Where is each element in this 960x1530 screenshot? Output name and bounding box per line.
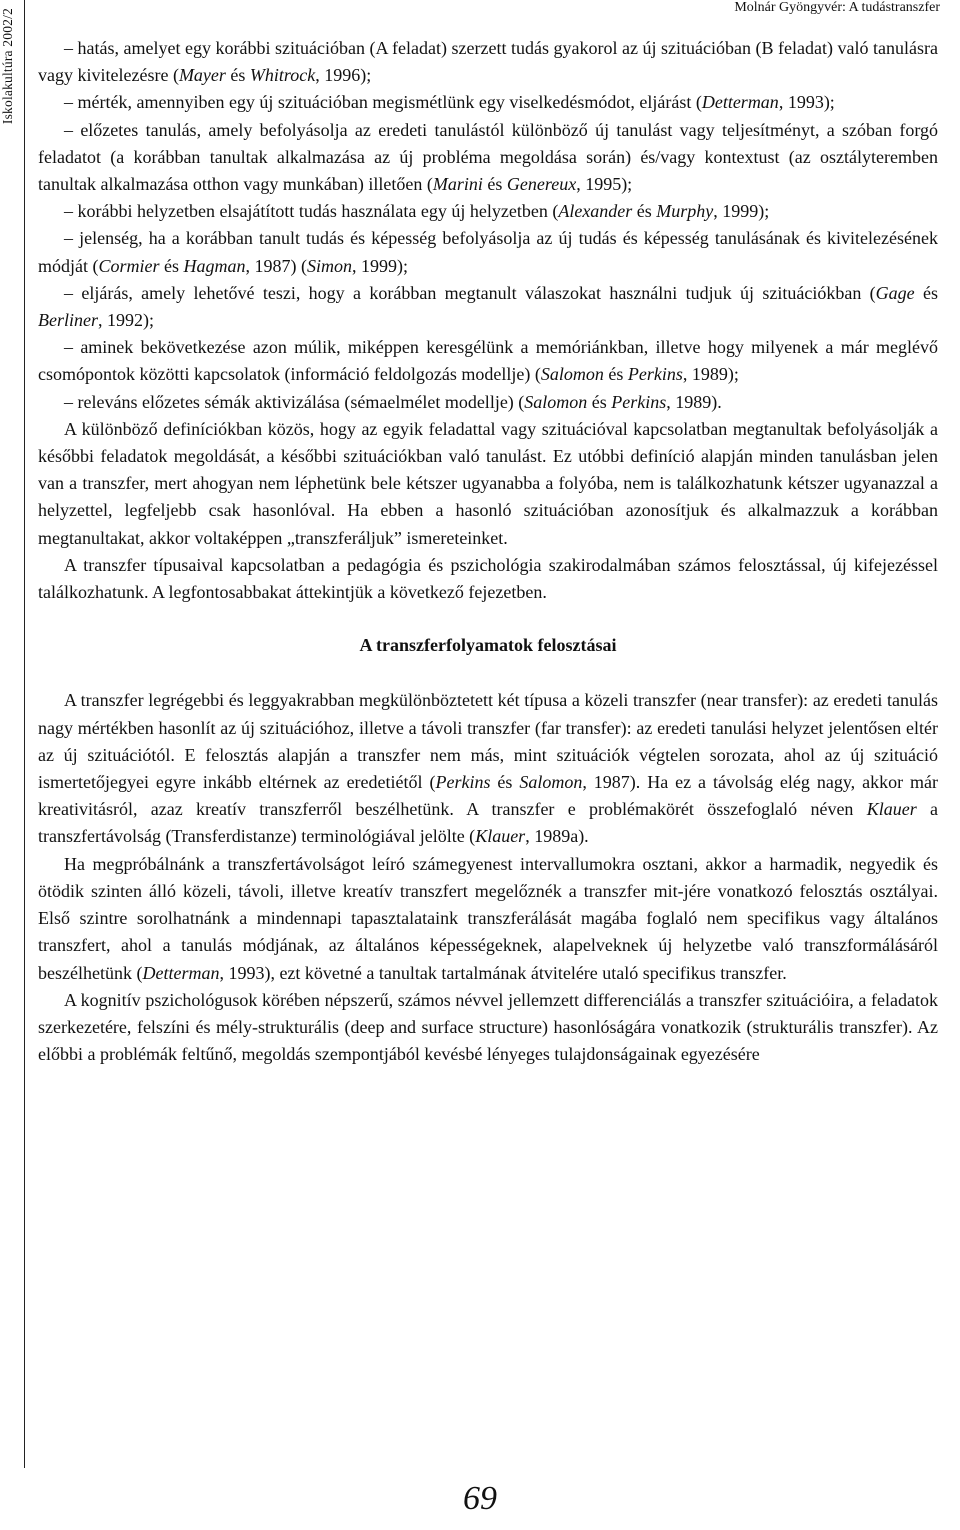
side-rule [24, 0, 25, 1468]
article-body [38, 35, 938, 1068]
list-item: – aminek bekövetkezése azon múlik, miképpen keresgélünk a memóriánkban, illetve hogy milyenek a már meglévő csomópontok közötti kapcsolatok (információ feldolgozás modellje) (Salomon és Perkins, 1989); [38, 334, 938, 388]
paragraph: A transzfer típusaival kapcsolatban a pedagógia és pszichológia szakirodalmában számos felosztással, új kifejezéssel találkozhatunk. A legfontosabbakat áttekintjük a következő fejezetben. [38, 554, 938, 603]
paragraph: Ha megpróbálnánk a transzfertávolságot leíró számegyenest intervallumokra osztani, akkor a harmadik, negyedik és ötödik szinten álló közeli, távoli, illetve kreatív transzfert megelőznék a transzfer mit-jére vonatkozó felosztás osztályai. Első szintre sorolhatnánk a mindennapi tapasztalataink transzferálását magába foglaló nem specifikus vagy általános transzfert, ahol a tanulás módjának, az általános képességeknek, alapelveknek új helyzetbe való transzformálásáról beszélhetünk (Detterman, 1993), ezt követné a tanultak tartalmának átvitelére utaló specifikus transzfer. [38, 853, 938, 983]
list-item: – eljárás, amely lehetővé teszi, hogy a korábban megtanult válaszokat használni tudjuk új szituációkban (Gage és Berliner, 1992); [38, 280, 938, 334]
list-item: – hatás, amelyet egy korábbi szituációban (A feladat) szerzett tudás gyakorol az új szituációban (B feladat) való tanulásra vagy kivitelezésre (Mayer és Whitrock, 1996); [38, 35, 938, 89]
journal-side-label: Iskolakultúra 2002/2 [0, 8, 15, 125]
paragraphs-after-heading [38, 687, 938, 1068]
list-item: – korábbi helyzetben elsajátított tudás használata egy új helyzetben (Alexander és Murphy, 1999); [38, 198, 938, 225]
list-item: – jelenség, ha a korábban tanult tudás és képesség befolyásolja az új tudás és képesség tanulásának és kivitelezésének módját (Cormier és Hagman, 1987) (Simon, 1999); [38, 225, 938, 279]
paragraph: A transzfer legrégebbi és leggyakrabban megkülönböztetett két típusa a közeli transzfer (near transfer): az eredeti tanulás nagy mértékben hasonlít az új szituációhoz, illetve a távoli transzfer (far transfer): az eredeti tanulási helyzet jelentősen eltér az új szituációtól. E felosztás alapján a transzfer nem más, mint szituációk végtelen sorozata, ahol az új szituáció ismertetőjegyei egyre inkább eltérnek az eredetiétől (Perkins és Salomon, 1987). Ha ez a távolság elég nagy, akkor már kreativitásról, azaz kreatív transzferről beszélhetünk. A transzfer e problémakörét összefoglaló néven Klauer a transzfertávolság (Transferdistanze) terminológiával jelölte (Klauer, 1989a). [38, 690, 938, 847]
page-number: 69 [463, 1480, 497, 1517]
paragraph: A különböző definíciókban közös, hogy az egyik feladattal vagy szituációval kapcsolatban megtanultak befolyásolják a későbbi feladatok megoldását, a későbbi szituációkban való tanulást. Ez utóbbi definíció alapján minden tanulásban jelen van a transzfer, mert ahogyan nem léphetünk bele kétszer ugyanabba a folyóba, nem is találkozhatunk kétszer ugyanazzal a helyzettel, legfeljebb csak hasonlóval. Ha ebben a hasonló szituációban azonosítjuk és alkalmazzuk a korábban megtanultakat, akkor voltaképpen „transzferáljuk” ismereteinket. [38, 418, 938, 548]
paragraphs-before-heading [38, 416, 938, 606]
list-item: – releváns előzetes sémák aktivizálása (sémaelmélet modellje) (Salomon és Perkins, 1989). [38, 389, 938, 416]
definition-list [38, 35, 938, 416]
running-header: Molnár Gyöngyvér: A tudástranszfer [734, 0, 940, 15]
list-item: – mérték, amennyiben egy új szituációban megismétlünk egy viselkedésmódot, eljárást (Detterman, 1993); [38, 89, 938, 116]
list-item: – előzetes tanulás, amely befolyásolja az eredeti tanulástól különböző új tanulást vagy teljesítményt, a szóban forgó feladatot (a korábban tanultak alkalmazása az új probléma megoldása során) és/vagy kontextust (az osztályteremben tanultak alkalmazása otthon vagy munkában) illetően (Marini és Genereux, 1995); [38, 117, 938, 199]
paragraph: A kognitív pszichológusok körében népszerű, számos névvel jellemzett differenciálás a transzfer szituációira, a feladatok szerkezetére, felszíni és mély-strukturális (deep and surface structure) hasonlóságára vonatkozik (strukturális transzfer). Az előbbi a problémák feltűnő, megoldás szempontjából kevésbé lényeges tulajdonságainak egyezésére [38, 989, 938, 1065]
section-heading: A transzferfolyamatok felosztásai [359, 635, 617, 656]
side-margin [0, 0, 26, 1470]
